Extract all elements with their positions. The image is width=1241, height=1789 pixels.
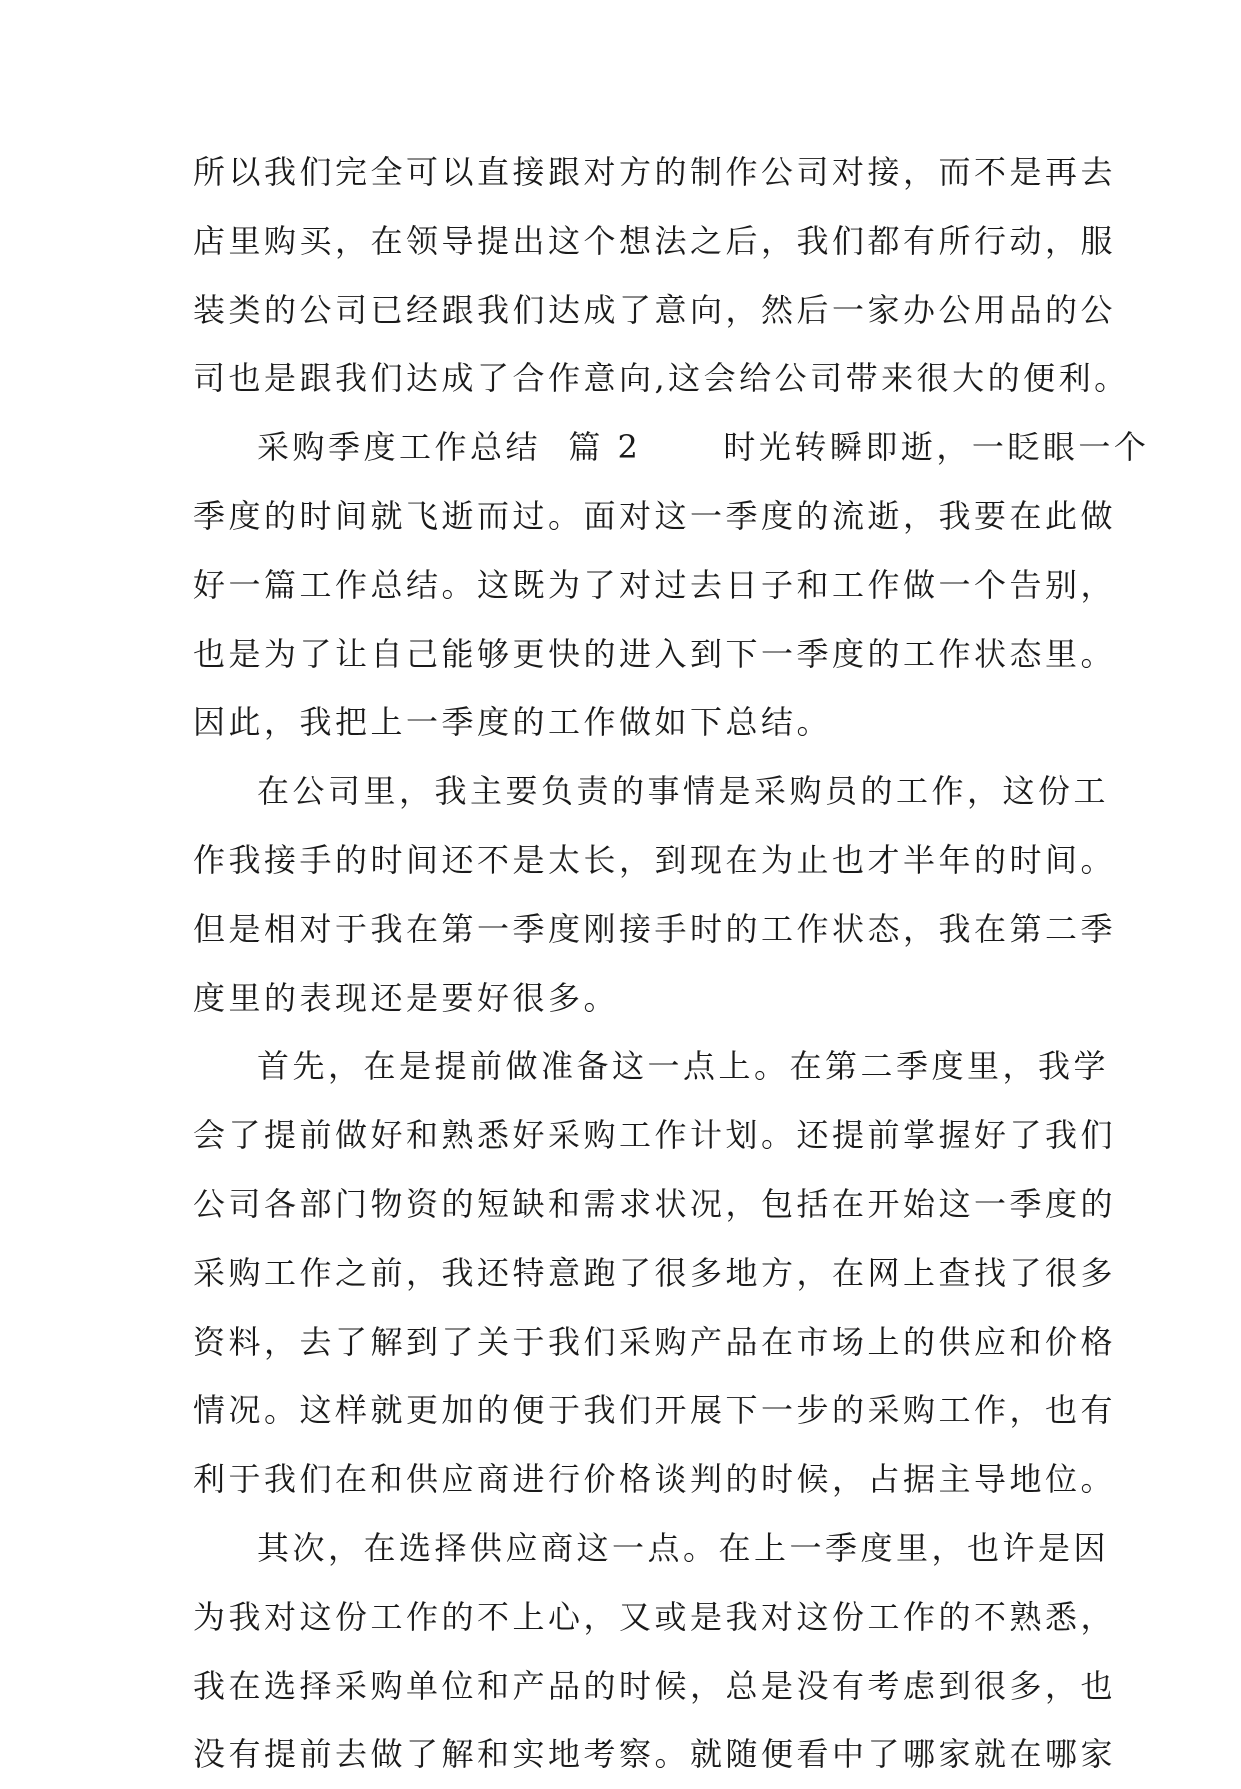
text-line: 我在选择采购单位和产品的时候，总是没有考虑到很多，也 bbox=[193, 1666, 1117, 1705]
text-line: 情况。这样就更加的便于我们开展下一步的采购工作，也有 bbox=[193, 1391, 1117, 1430]
text-line: 因此，我把上一季度的工作做如下总结。 bbox=[193, 703, 833, 742]
text-line: 店里购买，在领导提出这个想法之后，我们都有所行动，服 bbox=[193, 221, 1117, 260]
text-line: 所以我们完全可以直接跟对方的制作公司对接，而不是再去 bbox=[193, 153, 1117, 191]
text-line: 公司各部门物资的短缺和需求状况，包括在开始这一季度的 bbox=[193, 1184, 1117, 1223]
text-line: 利于我们在和供应商进行价格谈判的时候，占据主导地位。 bbox=[193, 1460, 1117, 1499]
text-line: 资料，去了解到了关于我们采购产品在市场上的供应和价格 bbox=[193, 1322, 1117, 1361]
body-text bbox=[193, 138, 1150, 1789]
text-line: 为我对这份工作的不上心，又或是我对这份工作的不熟悉， bbox=[193, 1597, 1117, 1636]
text-line: 季度的时间就飞逝而过。面对这一季度的流逝，我要在此做 bbox=[193, 496, 1117, 535]
paragraph-start-line: 其次，在选择供应商这一点。在上一季度里，也许是因 bbox=[257, 1528, 1110, 1567]
text-line: 也是为了让自己能够更快的进入到下一季度的工作状态里。 bbox=[193, 634, 1117, 673]
text-line: 好一篇工作总结。这既为了对过去日子和工作做一个告别， bbox=[193, 565, 1117, 604]
paragraph-start-line: 首先，在是提前做准备这一点上。在第二季度里，我学 bbox=[257, 1047, 1110, 1086]
text-line: 司也是跟我们达成了合作意向,这会给公司带来很大的便利。 bbox=[193, 359, 1130, 398]
section-heading-line: 采购季度工作总结 篇 2 时光转瞬即逝，一眨眼一个 bbox=[257, 428, 1150, 467]
text-line: 但是相对于我在第一季度刚接手时的工作状态，我在第二季 bbox=[193, 909, 1117, 948]
text-line: 装类的公司已经跟我们达成了意向，然后一家办公用品的公 bbox=[193, 290, 1117, 329]
text-line: 作我接手的时间还不是太长，到现在为止也才半年的时间。 bbox=[193, 840, 1117, 879]
paragraph-start-line: 在公司里，我主要负责的事情是采购员的工作，这份工 bbox=[257, 772, 1110, 811]
text-line: 没有提前去做了解和实地考察。就随便看中了哪家就在哪家 bbox=[193, 1735, 1117, 1774]
text-line: 采购工作之前，我还特意跑了很多地方，在网上查找了很多 bbox=[193, 1253, 1117, 1292]
text-line: 度里的表现还是要好很多。 bbox=[193, 978, 620, 1017]
text-line: 会了提前做好和熟悉好采购工作计划。还提前掌握好了我们 bbox=[193, 1116, 1117, 1155]
